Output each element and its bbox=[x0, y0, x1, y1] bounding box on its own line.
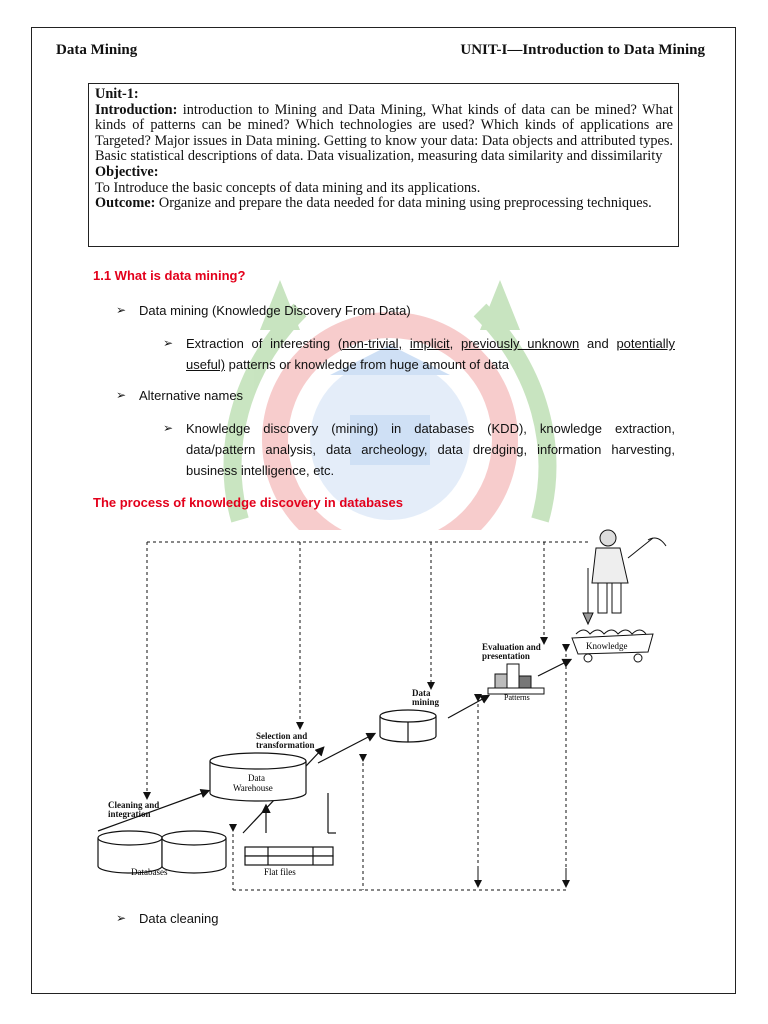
selection-label-1: Selection and bbox=[256, 731, 308, 741]
databases-label: Databases bbox=[131, 867, 168, 877]
unit-summary-box bbox=[88, 83, 679, 247]
miner-figure-icon bbox=[583, 530, 666, 624]
bullet-alternative-names bbox=[116, 385, 676, 406]
patterns-chart-icon bbox=[488, 664, 544, 694]
kdd-process-diagram bbox=[88, 528, 688, 898]
cleaning-label-2: integration bbox=[108, 809, 151, 819]
mining-label-1: Data bbox=[412, 688, 431, 698]
warehouse-label-1: Data bbox=[248, 773, 265, 783]
bullet-extraction-text: Extraction of interesting (non-trivial, implicit, previously unknown and potentially useful) patterns or knowledge from huge amount of data bbox=[186, 336, 675, 372]
arrow-bullet-icon: ➢ bbox=[116, 911, 127, 925]
warehouse-label-2: Warehouse bbox=[233, 783, 273, 793]
patterns-label: Patterns bbox=[504, 693, 530, 702]
bullet-alternative-names-text: Alternative names bbox=[139, 388, 244, 403]
flat-files-label: Flat files bbox=[264, 867, 296, 877]
bullet-extraction bbox=[163, 333, 675, 375]
selection-label-2: transformation bbox=[256, 740, 315, 750]
arrow-bullet-icon: ➢ bbox=[116, 303, 127, 317]
bullet-data-cleaning bbox=[116, 908, 676, 929]
objective-label: Objective: bbox=[95, 163, 159, 180]
arrow-bullet-icon: ➢ bbox=[116, 388, 127, 402]
bullet-kdd-names bbox=[163, 418, 675, 481]
cleaning-label-1: Cleaning and bbox=[108, 800, 160, 810]
arrow-bullet-icon: ➢ bbox=[163, 421, 174, 435]
section-title-what-is-data-mining: 1.1 What is data mining? bbox=[93, 268, 246, 283]
bullet-data-mining bbox=[116, 300, 676, 321]
outcome-label: Outcome: bbox=[95, 195, 156, 212]
objective-text: To Introduce the basic concepts of data mining and its applications. bbox=[95, 179, 481, 196]
arrow-bullet-icon: ➢ bbox=[163, 336, 174, 350]
mining-label-2: mining bbox=[412, 697, 440, 707]
evaluation-label-1: Evaluation and bbox=[482, 642, 541, 652]
introduction-text: introduction to Mining and Data Mining, What kinds of data can be mined? What kinds of patterns can be mined? Which technologies are used? Which kinds of applications are Targeted? Major issues in Data mining. Getting to know your data: Data objects and attributed types. Basic statistical descriptions of data. Data visualization, measuring data similarity and dissimilarity bbox=[95, 101, 673, 165]
bullet-kdd-names-text: Knowledge discovery (mining) in databases (KDD), knowledge extraction, data/pattern analysis, data archeology, data dredging, information harvesting, business intelligence, etc. bbox=[186, 421, 675, 478]
bullet-data-mining-text: Data mining (Knowledge Discovery From Data) bbox=[139, 303, 411, 318]
section-title-kdd-process: The process of knowledge discovery in databases bbox=[93, 495, 403, 510]
outcome-text: Organize and prepare the data needed for data mining using preprocessing techniques. bbox=[155, 195, 652, 212]
bullet-data-cleaning-text: Data cleaning bbox=[139, 911, 219, 926]
introduction-label: Introduction: bbox=[95, 101, 178, 118]
header-subject: Data Mining bbox=[56, 42, 138, 58]
flat-files-icon bbox=[245, 847, 333, 865]
header-unit-title: UNIT-I—Introduction to Data Mining bbox=[460, 42, 705, 58]
knowledge-label: Knowledge bbox=[586, 641, 628, 651]
unit-label: Unit-1: bbox=[95, 86, 139, 102]
data-mining-icon bbox=[380, 710, 436, 742]
evaluation-label-2: presentation bbox=[482, 651, 530, 661]
